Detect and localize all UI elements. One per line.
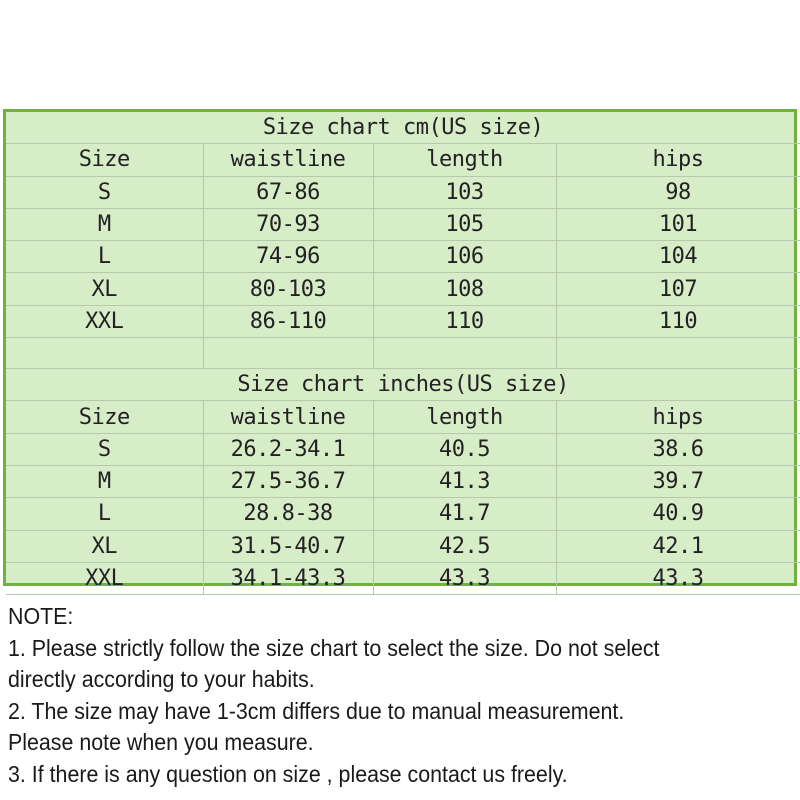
table-cell: XXL	[6, 562, 203, 594]
table-cell: 103	[373, 176, 556, 208]
table-cell: 27.5-36.7	[203, 465, 373, 497]
note-section	[8, 601, 743, 790]
empty-cell	[556, 338, 800, 369]
table-row	[6, 208, 800, 240]
column-header: Size	[6, 401, 203, 433]
size-chart-table	[6, 112, 800, 595]
inch-table-header-row	[6, 401, 800, 433]
table-cell: 74-96	[203, 241, 373, 273]
table-cell: 105	[373, 208, 556, 240]
inch-table-title: Size chart inches(US size)	[6, 369, 800, 401]
table-cell: 67-86	[203, 176, 373, 208]
table-row	[6, 176, 800, 208]
table-cell: 43.3	[556, 562, 800, 594]
table-row	[6, 241, 800, 273]
table-cell: 110	[373, 305, 556, 337]
cm-table-title-row	[6, 112, 800, 144]
column-header: length	[373, 401, 556, 433]
table-cell: 107	[556, 273, 800, 305]
table-cell: 28.8-38	[203, 498, 373, 530]
table-cell: XXL	[6, 305, 203, 337]
table-cell: XL	[6, 273, 203, 305]
size-chart	[3, 109, 797, 591]
column-header: length	[373, 144, 556, 176]
table-cell: 110	[556, 305, 800, 337]
table-cell: 38.6	[556, 433, 800, 465]
separator-row	[6, 338, 800, 369]
table-cell: 41.7	[373, 498, 556, 530]
table-cell: 104	[556, 241, 800, 273]
table-row	[6, 465, 800, 497]
table-row	[6, 562, 800, 594]
table-cell: 40.9	[556, 498, 800, 530]
table-cell: 43.3	[373, 562, 556, 594]
note-heading: NOTE:	[8, 603, 74, 629]
table-cell: 106	[373, 241, 556, 273]
empty-cell	[373, 338, 556, 369]
table-cell: L	[6, 498, 203, 530]
table-cell: 41.3	[373, 465, 556, 497]
table-cell: 101	[556, 208, 800, 240]
column-header: hips	[556, 401, 800, 433]
table-cell: 42.1	[556, 530, 800, 562]
table-row	[6, 433, 800, 465]
table-row	[6, 305, 800, 337]
column-header: hips	[556, 144, 800, 176]
note-line: directly according to your habits.	[8, 666, 315, 692]
table-cell: M	[6, 465, 203, 497]
table-cell: 39.7	[556, 465, 800, 497]
table-cell: XL	[6, 530, 203, 562]
table-row	[6, 498, 800, 530]
empty-cell	[6, 338, 203, 369]
empty-cell	[203, 338, 373, 369]
column-header: waistline	[203, 401, 373, 433]
table-cell: 70-93	[203, 208, 373, 240]
note-line: 2. The size may have 1-3cm differs due to manual measurement.	[8, 697, 625, 724]
cm-table-title: Size chart cm(US size)	[6, 112, 800, 144]
table-cell: 86-110	[203, 305, 373, 337]
note-line: 3. If there is any question on size , please contact us freely.	[8, 760, 568, 787]
table-cell: 40.5	[373, 433, 556, 465]
column-header: Size	[6, 144, 203, 176]
table-cell: 26.2-34.1	[203, 433, 373, 465]
table-row	[6, 273, 800, 305]
cm-table-header-row	[6, 144, 800, 176]
table-cell: 108	[373, 273, 556, 305]
note-line: 1. Please strictly follow the size chart to select the size. Do not select	[8, 634, 660, 661]
column-header: waistline	[203, 144, 373, 176]
table-cell: 34.1-43.3	[203, 562, 373, 594]
table-cell: S	[6, 433, 203, 465]
note-line: Please note when you measure.	[8, 729, 314, 755]
table-cell: 31.5-40.7	[203, 530, 373, 562]
table-cell: 98	[556, 176, 800, 208]
table-cell: L	[6, 241, 203, 273]
table-cell: 42.5	[373, 530, 556, 562]
table-cell: M	[6, 208, 203, 240]
table-cell: S	[6, 176, 203, 208]
size-chart-body	[6, 112, 800, 595]
table-row	[6, 530, 800, 562]
table-cell: 80-103	[203, 273, 373, 305]
inch-table-title-row	[6, 369, 800, 401]
